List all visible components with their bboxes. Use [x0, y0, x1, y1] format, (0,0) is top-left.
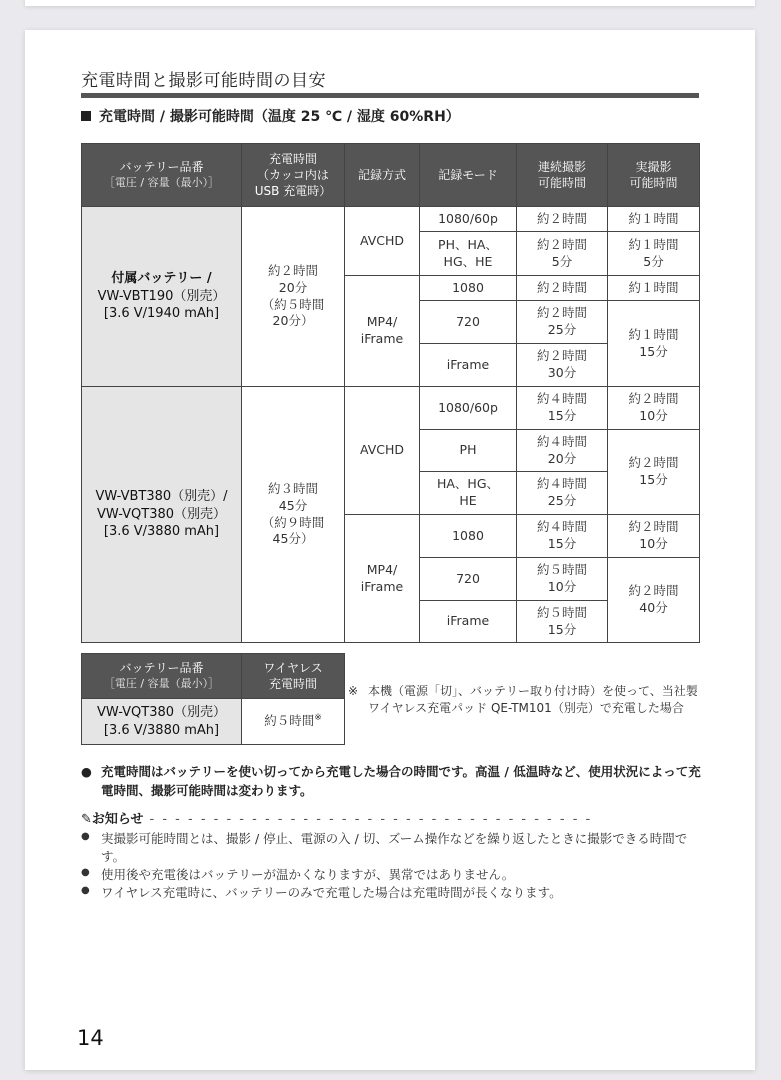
- actual-time-cell: 約２時間 15分: [608, 430, 700, 515]
- rec-mode-cell: 1080: [420, 276, 517, 301]
- header-rec-mode: 記録モード: [420, 144, 517, 207]
- manual-page: [25, 30, 755, 1070]
- wireless-charging-table: [81, 653, 345, 745]
- battery-cell-vbt190: 付属バッテリー / VW-VBT190（別売） [3.6 V/1940 mAh]: [82, 207, 242, 387]
- previous-page-edge: [25, 0, 755, 6]
- page-title: 充電時間と撮影可能時間の目安: [81, 71, 326, 91]
- list-item: ● ワイヤレス充電時に、バッテリーのみで充電した場合は充電時間が長くなります。: [81, 885, 562, 901]
- charging-note: ● 充電時間はバッテリーを使い切ってから充電した場合の時間です。高温 / 低温時など、使用状況によって充電時間、撮影可能時間は変わります。: [81, 764, 701, 798]
- table-row: [82, 207, 700, 232]
- list-item: ● 実撮影可能時間とは、撮影 / 停止、電源の入 / 切、ズーム操作などを繰り返したときに撮影できる時間です。: [81, 831, 688, 865]
- header-actual-time: 実撮影 可能時間: [608, 144, 700, 207]
- actual-time-cell: 約２時間 10分: [608, 387, 700, 430]
- table-header-row: [82, 654, 345, 699]
- rec-mode-cell: 720: [420, 301, 517, 344]
- cont-time-cell: 約２時間 30分: [517, 344, 608, 387]
- header-continuous-time: 連続撮影 可能時間: [517, 144, 608, 207]
- list-item: ● 使用後や充電後はバッテリーが温かくなりますが、異常ではありません。: [81, 867, 515, 883]
- cont-time-cell: 約２時間: [517, 207, 608, 232]
- bullet-icon: ●: [81, 885, 90, 897]
- rec-mode-cell: HA、HG、 HE: [420, 472, 517, 515]
- title-underline: [81, 93, 699, 98]
- rec-method-cell: MP4/ iFrame: [345, 515, 420, 643]
- section-subheading: [81, 106, 460, 126]
- square-bullet-icon: [81, 111, 91, 121]
- header-battery: バッテリー品番 ［電圧 / 容量（最小）］: [82, 654, 242, 699]
- notice-heading: ✎お知らせ - - - - - - - - - - - - - - - - - - - - - - - - - - - - - - - - - - -: [81, 812, 593, 827]
- actual-time-cell: 約２時間 40分: [608, 558, 700, 643]
- reference-mark: ※: [348, 684, 359, 698]
- bullet-icon: ●: [81, 831, 90, 842]
- header-charge-time: 充電時間 （カッコ内は USB 充電時）: [242, 144, 345, 207]
- actual-time-cell: 約１時間 5分: [608, 232, 700, 276]
- rec-method-cell: MP4/ iFrame: [345, 276, 420, 387]
- header-rec-method: 記録方式: [345, 144, 420, 207]
- header-wireless-charge-time: ワイヤレス 充電時間: [242, 654, 345, 699]
- cont-time-cell: 約４時間 15分: [517, 515, 608, 558]
- rec-mode-cell: 1080/60p: [420, 387, 517, 430]
- table-row: [82, 387, 700, 430]
- cont-time-cell: 約２時間 5分: [517, 232, 608, 276]
- notice-list: [81, 830, 701, 903]
- rec-mode-cell: PH、HA、 HG、HE: [420, 232, 517, 276]
- bullet-icon: ●: [81, 764, 92, 779]
- page-number: 14: [77, 1026, 104, 1050]
- table-header-row: [82, 144, 700, 207]
- rec-mode-cell: iFrame: [420, 601, 517, 643]
- rec-method-cell: AVCHD: [345, 207, 420, 276]
- pencil-icon: ✎: [81, 812, 92, 827]
- cont-time-cell: 約４時間 20分: [517, 430, 608, 472]
- cont-time-cell: 約５時間 10分: [517, 558, 608, 601]
- rec-method-cell: AVCHD: [345, 387, 420, 515]
- header-battery: バッテリー品番 ［電圧 / 容量（最小）］: [82, 144, 242, 207]
- cont-time-cell: 約２時間: [517, 276, 608, 301]
- actual-time-cell: 約２時間 10分: [608, 515, 700, 558]
- rec-mode-cell: 720: [420, 558, 517, 601]
- actual-time-cell: 約１時間: [608, 207, 700, 232]
- charging-time-table: [81, 143, 700, 643]
- rec-mode-cell: PH: [420, 430, 517, 472]
- wireless-footnote: ※ 本機（電源「切」、バッテリー取り付け時）を使って、当社製ワイヤレス充電パッド QE-TM101（別売）で充電した場合: [348, 684, 698, 715]
- cont-time-cell: 約４時間 15分: [517, 387, 608, 430]
- charge-time-cell: 約３時間 45分 （約９時間 45分）: [242, 387, 345, 643]
- rec-mode-cell: iFrame: [420, 344, 517, 387]
- table-row: [82, 699, 345, 745]
- battery-cell-vbt380: VW-VBT380（別売）/ VW-VQT380（別売） [3.6 V/3880 mAh]: [82, 387, 242, 643]
- actual-time-cell: 約１時間: [608, 276, 700, 301]
- subheading-text: 充電時間 / 撮影可能時間（温度 25 ℃ / 湿度 60%RH）: [99, 109, 460, 125]
- actual-time-cell: 約１時間 15分: [608, 301, 700, 387]
- rec-mode-cell: 1080/60p: [420, 207, 517, 232]
- cont-time-cell: 約４時間 25分: [517, 472, 608, 515]
- wireless-charge-time-cell: 約５時間※: [242, 699, 345, 745]
- battery-cell-vqt380: VW-VQT380（別売） [3.6 V/3880 mAh]: [82, 699, 242, 745]
- cont-time-cell: 約５時間 15分: [517, 601, 608, 643]
- charge-time-cell: 約２時間 20分 （約５時間 20分）: [242, 207, 345, 387]
- cont-time-cell: 約２時間 25分: [517, 301, 608, 344]
- bullet-icon: ●: [81, 867, 90, 879]
- rec-mode-cell: 1080: [420, 515, 517, 558]
